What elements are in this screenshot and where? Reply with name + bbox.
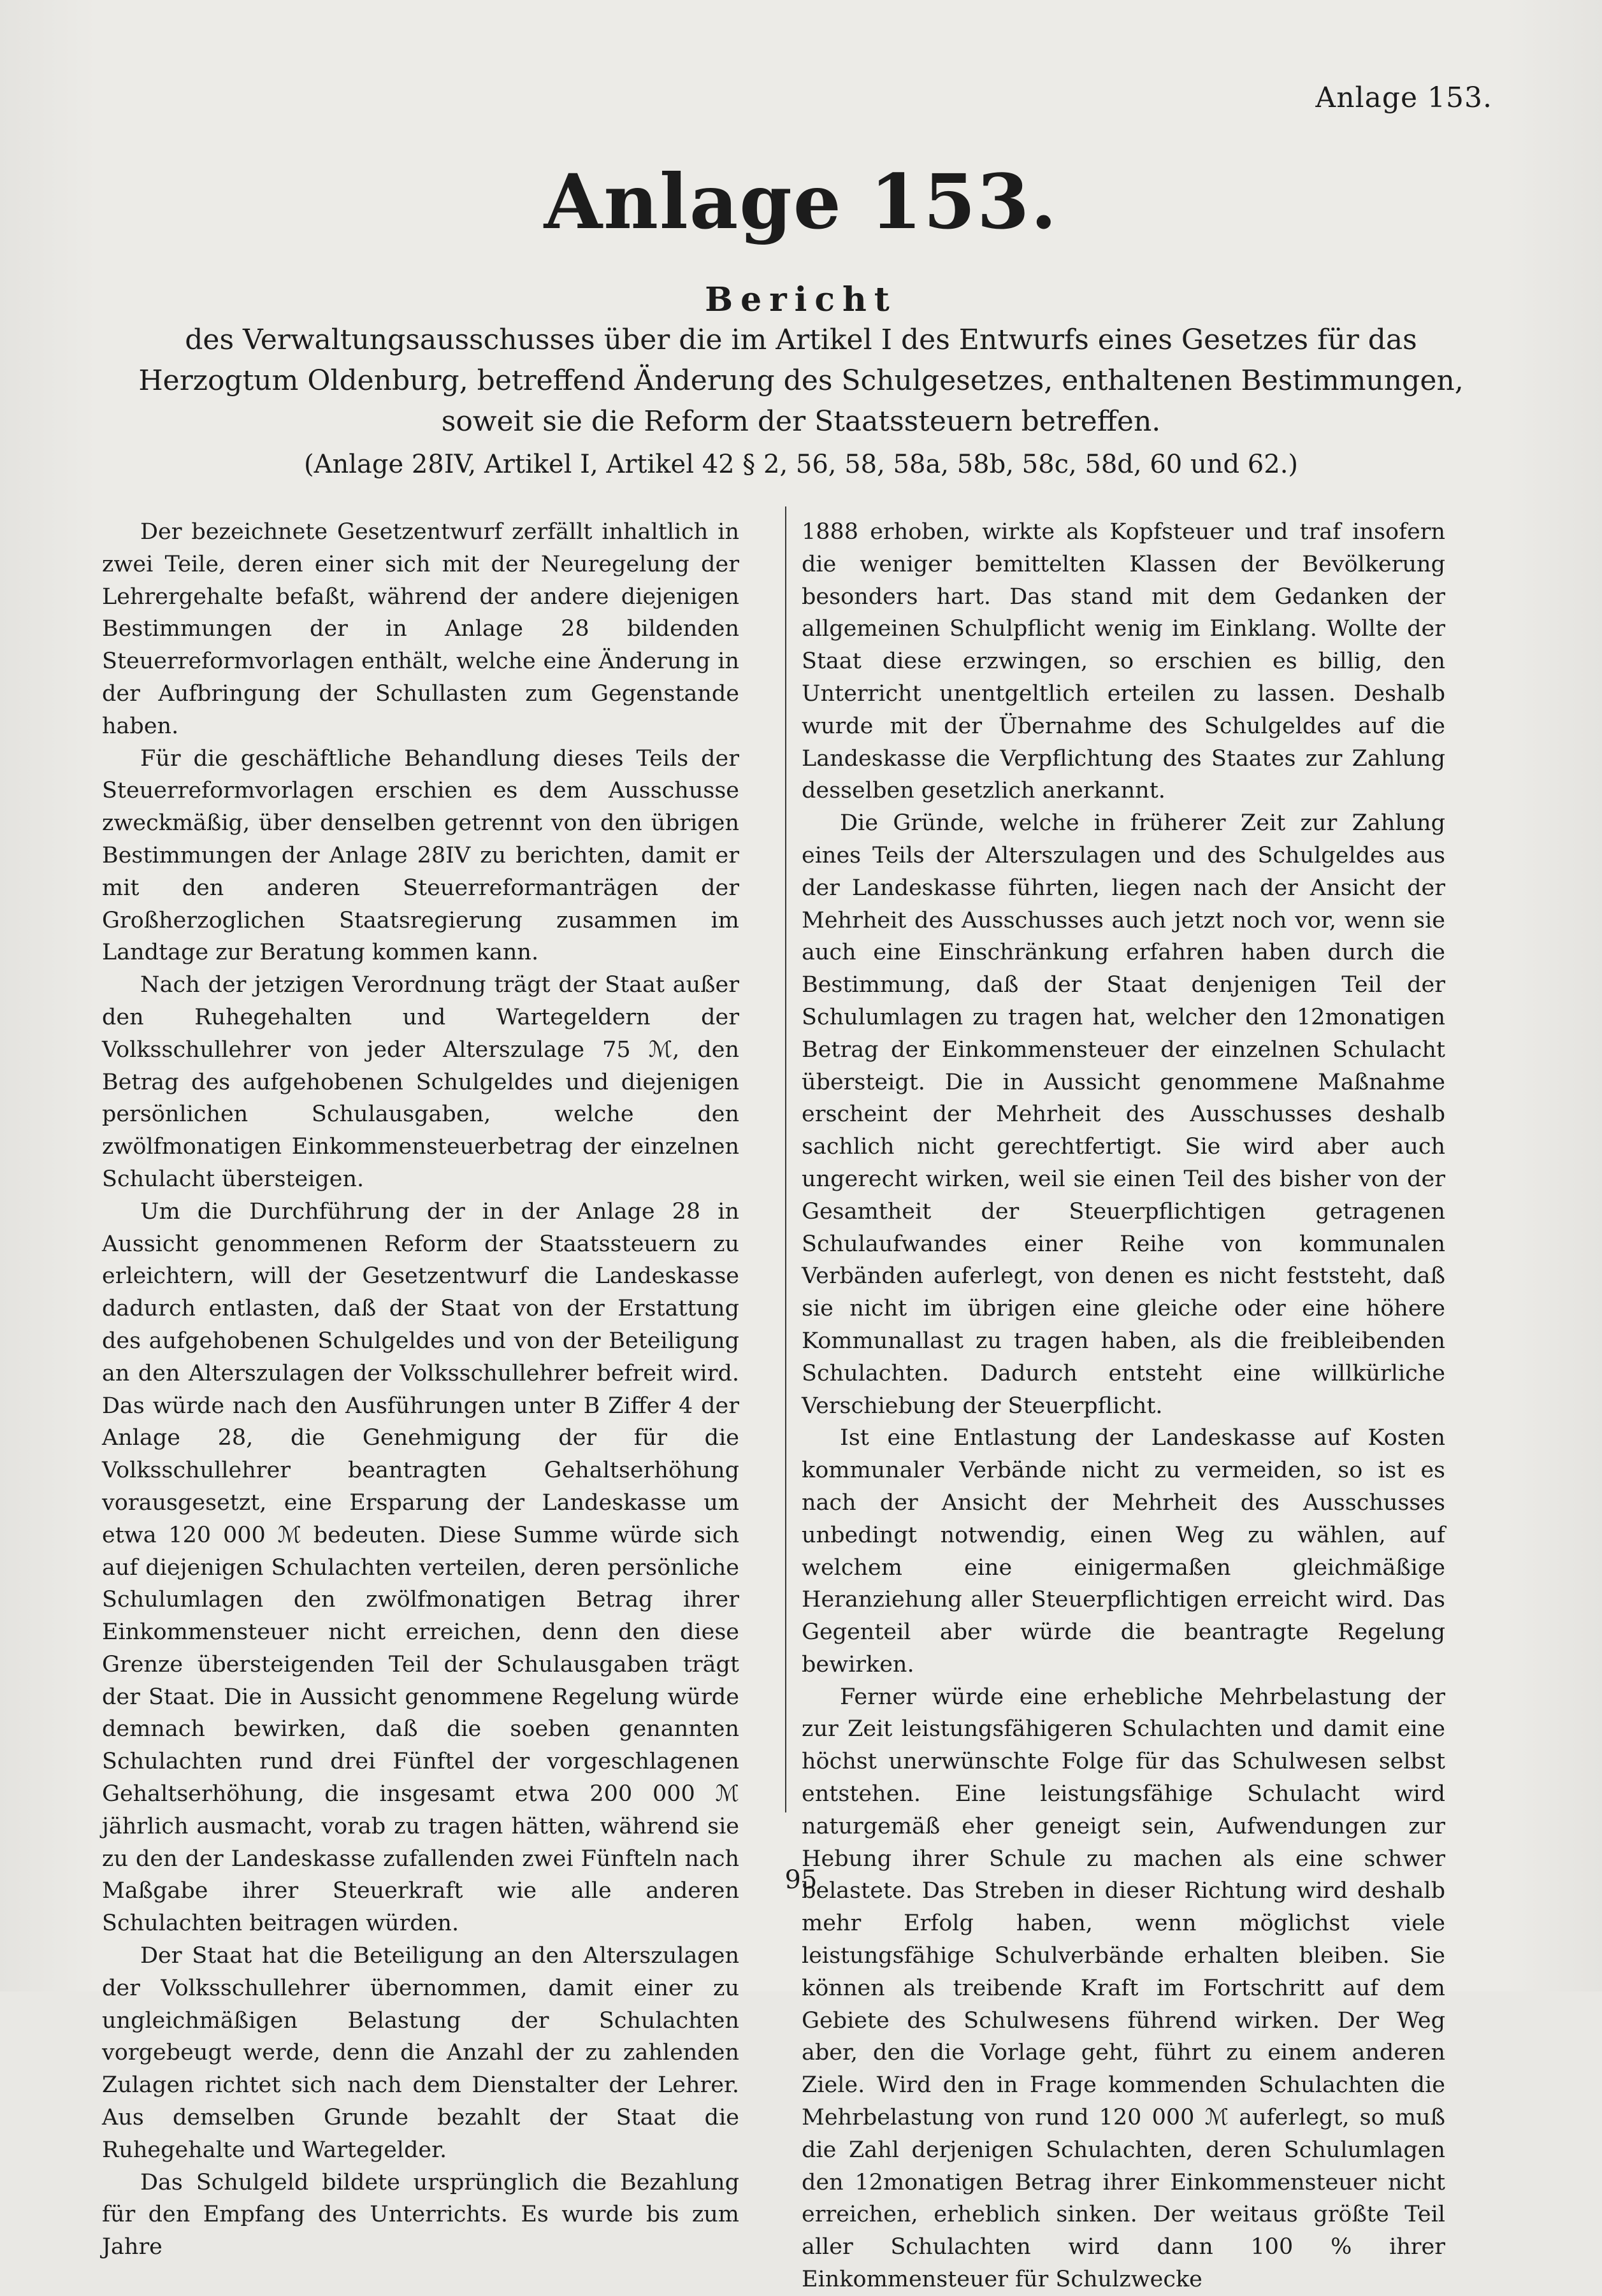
paragraph: Um die Durchführung der in der Anlage 28 in Aussicht genommenen Reform der Staatssteuern zu erleichtern, will der Gesetzentwurf die Landeskasse dadurch entlasten, daß der Staat von der Erstattung des aufgehobenen Schulgeldes und von der Beteiligung an den Alterszulagen der Volksschullehrer befreit wird. Das würde nach den Ausführungen unter B Ziffer 4 der Anlage 28, die Genehmigung der für die Volksschullehrer beantragten Gehaltserhöhung vorausgesetzt, eine Ersparung der Landeskasse um etwa 120 000 ℳ bedeuten. Diese Summe würde sich auf diejenigen Schulachten verteilen, deren persönliche Schulumlagen den zwölfmonatigen Betrag ihrer Einkommensteuer nicht erreichen, denn den diese Grenze übersteigenden Teil der Schulausgaben trägt der Staat. Die in Aussicht genommene Regelung würde demnach bewirken, daß die soeben genannten Schulachten rund drei Fünftel der vorgeschlagenen Gehaltserhöhung, die insgesamt etwa 200 000 ℳ jährlich ausmacht, vorab zu tragen hätten, während sie zu den der Landeskasse zufallenden zwei Fünfteln nach Maßgabe ihrer Steuerkraft wie alle anderen Schulachten beitragen würden. [102,1198,739,1937]
report-subtitle: Bericht [705,280,897,319]
paragraph: Der Staat hat die Beteiligung an den Alterszulagen der Volksschullehrer übernommen, damit einer zu ungleichmäßigen Belastung der Schulachten vorgebeugt werde, denn die Anzahl der zu zahlenden Zulagen richtet sich nach dem Dienstalter der Lehrer. Aus demselben Grunde bezahlt der Staat die Ruhegehalte und Wartegelder. [102,1943,739,2163]
running-head: Anlage 153. [1315,82,1492,114]
column-divider [785,506,786,1812]
right-column [802,516,1445,2296]
page-title: Anlage 153. [544,157,1058,246]
paragraph: Der bezeichnete Gesetzentwurf zerfällt inhaltlich in zwei Teile, deren einer sich mit der Neuregelung der Lehrergehalte befaßt, während der andere diejenigen Bestimmungen der in Anlage 28 bildenden Steuerreformvorlagen enthält, welche eine Änderung in der Aufbringung der Schullasten zum Gegenstande haben. [102,519,739,739]
reference-line: (Anlage 28IV, Artikel I, Artikel 42 § 2, 56, 58, 58a, 58b, 58c, 58d, 60 und 62.) [303,450,1299,479]
paragraph-continuation: 1888 erhoben, wirkte als Kopfsteuer und traf insofern die weniger bemittelten Klassen der Bevölkerung besonders hart. Das stand mit dem Gedanken der allgemeinen Schulpflicht wenig im Einklang. Wollte der Staat diese erzwingen, so erschien es billig, den Unterricht unentgeltlich erteilen zu lassen. Deshalb wurde mit der Übernahme des Schulgeldes auf die Landeskasse die Verpflichtung des Staates zur Zahlung desselben gesetzlich anerkannt. [802,519,1445,804]
page-number: 95 [784,1865,818,1895]
left-column [102,516,739,2264]
paragraph: Für die geschäftliche Behandlung dieses Teils der Steuerreformvorlagen erschien es dem Ausschusse zweckmäßig, über denselben getrennt von den übrigen Bestimmungen der Anlage 28IV zu berichten, damit er mit den anderen Steuerreformanträgen der Großherzoglichen Staatsregierung zusammen im Landtage zur Beratung kommen kann. [102,745,739,966]
paragraph: Ferner würde eine erhebliche Mehrbelastung der zur Zeit leistungsfähigeren Schulachten und damit eine höchst unerwünschte Folge für das Schulwesen selbst entstehen. Eine leistungsfähige Schulacht wird naturgemäß eher geneigt sein, Aufwendungen zur Hebung ihrer Schule zu machen als eine schwer belastete. Das Streben in dieser Richtung wird deshalb mehr Erfolg haben, wenn möglichst viele leistungsfähige Schulverbände erhalten bleiben. Sie können als treibende Kraft im Fortschritt auf dem Gebiete des Schulwesens führend wirken. Der Weg aber, den die Vorlage geht, führt zu einem anderen Ziele. Wird den in Frage kommenden Schulachten die Mehrbelastung von rund 120 000 ℳ auferlegt, so muß die Zahl derjenigen Schulachten, deren Schulumlagen den 12monatigen Betrag ihrer Einkommensteuer nicht erreichen, erheblich sinken. Der weitaus größte Teil aller Schulachten wird dann 100 % ihrer Einkommensteuer für Schulzwecke [802,1684,1445,2293]
paragraph: Nach der jetzigen Verordnung trägt der Staat außer den Ruhegehalten und Wartegeldern der Volksschullehrer von jeder Alterszulage 75 ℳ, den Betrag des aufgehobenen Schulgeldes und diejenigen persönlichen Schulausgaben, welche den zwölfmonatigen Einkommensteuerbetrag der einzelnen Schulacht übersteigen. [102,972,739,1192]
paragraph: Die Gründe, welche in früherer Zeit zur Zahlung eines Teils der Alterszulagen und des Schulgeldes aus der Landeskasse führten, liegen nach der Ansicht der Mehrheit des Ausschusses auch jetzt noch vor, wenn sie auch eine Einschränkung erfahren haben durch die Bestimmung, daß der Staat denjenigen Teil der Schulumlagen zu tragen hat, welcher den 12monatigen Betrag der Einkommensteuer der einzelnen Schulacht übersteigt. Die in Aussicht genommene Maßnahme erscheint der Mehrheit des Ausschusses deshalb sachlich nicht gerechtfertigt. Sie wird aber auch ungerecht wirken, weil sie einen Teil des bisher von der Gesamtheit der Steuerpflichtigen getragenen Schulaufwandes einer Reihe von kommunalen Verbänden auferlegt, von denen es nicht feststeht, daß sie nicht im übrigen eine gleiche oder eine höhere Kommunallast zu tragen haben, als die freibleibenden Schulachten. Dadurch entsteht eine willkürliche Verschiebung der Steuerpflicht. [802,810,1445,1419]
paragraph: Das Schulgeld bildete ursprünglich die Bezahlung für den Empfang des Unterrichts. Es wurde bis zum Jahre [102,2169,739,2260]
paragraph: Ist eine Entlastung der Landeskasse auf Kosten kommunaler Verbände nicht zu vermeiden, so ist es nach der Ansicht der Mehrheit des Ausschusses unbedingt notwendig, einen Weg zu wählen, auf welchem eine einigermaßen gleichmäßige Heranziehung aller Steuerpflichtigen erreicht wird. Das Gegenteil aber würde die beantragte Regelung bewirken. [802,1425,1445,1677]
report-heading: des Verwaltungsausschusses über die im Artikel I des Entwurfs eines Gesetzes für das Herzogtum Oldenburg, betreffend Änderung des Schulgesetzes, enthaltenen Bestimmungen, soweit sie die Reform der Staatssteuern betreffen. [138,324,1464,438]
